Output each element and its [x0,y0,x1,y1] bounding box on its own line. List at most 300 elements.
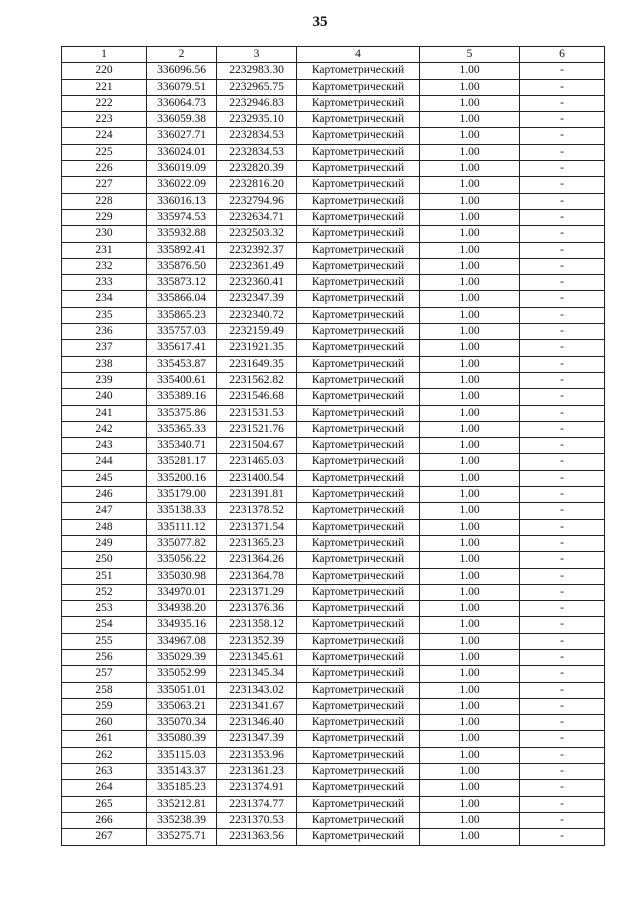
note-cell: - [520,731,605,747]
note-cell: - [520,79,605,95]
note-cell: - [520,829,605,845]
y-coordinate-cell: 2232361.49 [217,258,297,274]
method-cell: Картометрический [297,95,420,111]
point-number-cell: 256 [62,649,147,665]
x-coordinate-cell: 335029.39 [147,649,217,665]
point-number-cell: 220 [62,63,147,79]
x-coordinate-cell: 335275.71 [147,829,217,845]
method-cell: Картометрический [297,649,420,665]
note-cell: - [520,356,605,372]
table-row [62,633,605,649]
note-cell: - [520,242,605,258]
table-row [62,112,605,128]
note-cell: - [520,258,605,274]
method-cell: Картометрический [297,193,420,209]
y-coordinate-cell: 2231364.78 [217,568,297,584]
method-cell: Картометрический [297,633,420,649]
y-coordinate-cell: 2231345.34 [217,666,297,682]
method-cell: Картометрический [297,698,420,714]
point-number-cell: 264 [62,780,147,796]
table-row [62,731,605,747]
y-coordinate-cell: 2232794.96 [217,193,297,209]
note-cell: - [520,487,605,503]
method-cell: Картометрический [297,421,420,437]
point-number-cell: 239 [62,372,147,388]
y-coordinate-cell: 2231378.52 [217,503,297,519]
accuracy-cell: 1.00 [420,487,520,503]
point-number-cell: 242 [62,421,147,437]
y-coordinate-cell: 2232935.10 [217,112,297,128]
x-coordinate-cell: 335876.50 [147,258,217,274]
table-row [62,438,605,454]
page-number: 35 [312,14,328,30]
table-row [62,568,605,584]
y-coordinate-cell: 2232159.49 [217,324,297,340]
table-row [62,715,605,731]
point-number-cell: 265 [62,796,147,812]
note-cell: - [520,698,605,714]
accuracy-cell: 1.00 [420,584,520,600]
accuracy-cell: 1.00 [420,79,520,95]
table-row [62,747,605,763]
method-cell: Картометрический [297,764,420,780]
method-cell: Картометрический [297,519,420,535]
x-coordinate-cell: 336019.09 [147,161,217,177]
y-coordinate-cell: 2231562.82 [217,372,297,388]
y-coordinate-cell: 2232834.53 [217,128,297,144]
table-row [62,226,605,242]
table-row [62,128,605,144]
point-number-cell: 249 [62,535,147,551]
x-coordinate-cell: 335143.37 [147,764,217,780]
table-row [62,454,605,470]
x-coordinate-cell: 335281.17 [147,454,217,470]
y-coordinate-cell: 2231347.39 [217,731,297,747]
table-row [62,389,605,405]
method-cell: Картометрический [297,568,420,584]
method-cell: Картометрический [297,812,420,828]
accuracy-cell: 1.00 [420,63,520,79]
accuracy-cell: 1.00 [420,601,520,617]
point-number-cell: 253 [62,601,147,617]
method-cell: Картометрический [297,829,420,845]
point-number-cell: 260 [62,715,147,731]
column-header: 2 [147,47,217,63]
table-row [62,698,605,714]
accuracy-cell: 1.00 [420,829,520,845]
table-row [62,535,605,551]
table-row [62,421,605,437]
table-row [62,584,605,600]
x-coordinate-cell: 335200.16 [147,470,217,486]
table-row [62,519,605,535]
x-coordinate-cell: 335056.22 [147,552,217,568]
point-number-cell: 247 [62,503,147,519]
point-number-cell: 228 [62,193,147,209]
point-number-cell: 236 [62,324,147,340]
y-coordinate-cell: 2231352.39 [217,633,297,649]
note-cell: - [520,95,605,111]
accuracy-cell: 1.00 [420,307,520,323]
y-coordinate-cell: 2231353.96 [217,747,297,763]
y-coordinate-cell: 2231531.53 [217,405,297,421]
note-cell: - [520,291,605,307]
note-cell: - [520,633,605,649]
point-number-cell: 257 [62,666,147,682]
column-header: 5 [420,47,520,63]
method-cell: Картометрический [297,584,420,600]
x-coordinate-cell: 335179.00 [147,487,217,503]
x-coordinate-cell: 336024.01 [147,144,217,160]
x-coordinate-cell: 336079.51 [147,79,217,95]
method-cell: Картометрический [297,470,420,486]
x-coordinate-cell: 335138.33 [147,503,217,519]
table-row [62,552,605,568]
point-number-cell: 223 [62,112,147,128]
method-cell: Картометрический [297,796,420,812]
note-cell: - [520,780,605,796]
y-coordinate-cell: 2232983.30 [217,63,297,79]
table-row [62,95,605,111]
accuracy-cell: 1.00 [420,812,520,828]
accuracy-cell: 1.00 [420,258,520,274]
x-coordinate-cell: 335111.12 [147,519,217,535]
method-cell: Картометрический [297,161,420,177]
method-cell: Картометрический [297,405,420,421]
table-header-row [62,47,605,63]
table-row [62,812,605,828]
y-coordinate-cell: 2231649.35 [217,356,297,372]
point-number-cell: 255 [62,633,147,649]
x-coordinate-cell: 335365.33 [147,421,217,437]
method-cell: Картометрический [297,666,420,682]
note-cell: - [520,649,605,665]
accuracy-cell: 1.00 [420,796,520,812]
point-number-cell: 227 [62,177,147,193]
point-number-cell: 226 [62,161,147,177]
y-coordinate-cell: 2232392.37 [217,242,297,258]
y-coordinate-cell: 2232503.32 [217,226,297,242]
method-cell: Картометрический [297,617,420,633]
y-coordinate-cell: 2231365.23 [217,535,297,551]
y-coordinate-cell: 2231546.68 [217,389,297,405]
note-cell: - [520,552,605,568]
method-cell: Картометрический [297,780,420,796]
method-cell: Картометрический [297,747,420,763]
accuracy-cell: 1.00 [420,535,520,551]
x-coordinate-cell: 335873.12 [147,275,217,291]
column-header: 4 [297,47,420,63]
accuracy-cell: 1.00 [420,128,520,144]
table-row [62,177,605,193]
point-number-cell: 241 [62,405,147,421]
method-cell: Картометрический [297,682,420,698]
table-row [62,291,605,307]
y-coordinate-cell: 2231374.91 [217,780,297,796]
y-coordinate-cell: 2232634.71 [217,209,297,225]
method-cell: Картометрический [297,372,420,388]
y-coordinate-cell: 2231391.81 [217,487,297,503]
column-header: 1 [62,47,147,63]
point-number-cell: 232 [62,258,147,274]
method-cell: Картометрический [297,258,420,274]
y-coordinate-cell: 2231346.40 [217,715,297,731]
method-cell: Картометрический [297,112,420,128]
x-coordinate-cell: 335865.23 [147,307,217,323]
note-cell: - [520,177,605,193]
table-row [62,242,605,258]
point-number-cell: 243 [62,438,147,454]
method-cell: Картометрический [297,324,420,340]
point-number-cell: 262 [62,747,147,763]
note-cell: - [520,503,605,519]
x-coordinate-cell: 335866.04 [147,291,217,307]
x-coordinate-cell: 335063.21 [147,698,217,714]
method-cell: Картометрический [297,63,420,79]
note-cell: - [520,747,605,763]
accuracy-cell: 1.00 [420,177,520,193]
table-row [62,601,605,617]
accuracy-cell: 1.00 [420,731,520,747]
note-cell: - [520,128,605,144]
method-cell: Картометрический [297,128,420,144]
point-number-cell: 246 [62,487,147,503]
table-row [62,258,605,274]
x-coordinate-cell: 335052.99 [147,666,217,682]
method-cell: Картометрический [297,177,420,193]
table-row [62,764,605,780]
y-coordinate-cell: 2231371.29 [217,584,297,600]
x-coordinate-cell: 335757.03 [147,324,217,340]
x-coordinate-cell: 336016.13 [147,193,217,209]
table-row [62,503,605,519]
table-row [62,829,605,845]
point-number-cell: 244 [62,454,147,470]
x-coordinate-cell: 335617.41 [147,340,217,356]
table-row [62,372,605,388]
x-coordinate-cell: 336096.56 [147,63,217,79]
x-coordinate-cell: 335238.39 [147,812,217,828]
accuracy-cell: 1.00 [420,275,520,291]
method-cell: Картометрический [297,731,420,747]
accuracy-cell: 1.00 [420,372,520,388]
y-coordinate-cell: 2231364.26 [217,552,297,568]
note-cell: - [520,812,605,828]
x-coordinate-cell: 334970.01 [147,584,217,600]
method-cell: Картометрический [297,340,420,356]
y-coordinate-cell: 2232946.83 [217,95,297,111]
x-coordinate-cell: 335070.34 [147,715,217,731]
x-coordinate-cell: 335185.23 [147,780,217,796]
note-cell: - [520,112,605,128]
x-coordinate-cell: 335051.01 [147,682,217,698]
method-cell: Картометрический [297,226,420,242]
note-cell: - [520,372,605,388]
table-row [62,161,605,177]
point-number-cell: 238 [62,356,147,372]
accuracy-cell: 1.00 [420,454,520,470]
table-row [62,209,605,225]
x-coordinate-cell: 335892.41 [147,242,217,258]
method-cell: Картометрический [297,356,420,372]
y-coordinate-cell: 2231358.12 [217,617,297,633]
accuracy-cell: 1.00 [420,340,520,356]
accuracy-cell: 1.00 [420,405,520,421]
column-header: 6 [520,47,605,63]
table-row [62,79,605,95]
point-number-cell: 237 [62,340,147,356]
note-cell: - [520,438,605,454]
method-cell: Картометрический [297,454,420,470]
x-coordinate-cell: 335115.03 [147,747,217,763]
accuracy-cell: 1.00 [420,519,520,535]
accuracy-cell: 1.00 [420,389,520,405]
method-cell: Картометрический [297,307,420,323]
table-row [62,649,605,665]
accuracy-cell: 1.00 [420,144,520,160]
method-cell: Картометрический [297,389,420,405]
point-number-cell: 231 [62,242,147,258]
method-cell: Картометрический [297,487,420,503]
point-number-cell: 225 [62,144,147,160]
point-number-cell: 259 [62,698,147,714]
table-row [62,780,605,796]
table-row [62,487,605,503]
table-body [62,63,605,845]
y-coordinate-cell: 2232816.20 [217,177,297,193]
note-cell: - [520,421,605,437]
point-number-cell: 245 [62,470,147,486]
point-number-cell: 233 [62,275,147,291]
y-coordinate-cell: 2231343.02 [217,682,297,698]
method-cell: Картометрический [297,535,420,551]
table-row [62,144,605,160]
accuracy-cell: 1.00 [420,747,520,763]
x-coordinate-cell: 335080.39 [147,731,217,747]
note-cell: - [520,764,605,780]
accuracy-cell: 1.00 [420,438,520,454]
accuracy-cell: 1.00 [420,95,520,111]
y-coordinate-cell: 2231921.35 [217,340,297,356]
y-coordinate-cell: 2231370.53 [217,812,297,828]
y-coordinate-cell: 2231400.54 [217,470,297,486]
table-row [62,275,605,291]
x-coordinate-cell: 335974.53 [147,209,217,225]
x-coordinate-cell: 335030.98 [147,568,217,584]
x-coordinate-cell: 335077.82 [147,535,217,551]
y-coordinate-cell: 2231363.56 [217,829,297,845]
point-number-cell: 221 [62,79,147,95]
note-cell: - [520,307,605,323]
note-cell: - [520,601,605,617]
point-number-cell: 229 [62,209,147,225]
x-coordinate-cell: 335212.81 [147,796,217,812]
table-row [62,796,605,812]
table-row [62,324,605,340]
y-coordinate-cell: 2231341.67 [217,698,297,714]
x-coordinate-cell: 335932.88 [147,226,217,242]
accuracy-cell: 1.00 [420,698,520,714]
point-number-cell: 230 [62,226,147,242]
y-coordinate-cell: 2232834.53 [217,144,297,160]
accuracy-cell: 1.00 [420,764,520,780]
accuracy-cell: 1.00 [420,291,520,307]
coordinates-table [61,46,605,846]
x-coordinate-cell: 335389.16 [147,389,217,405]
y-coordinate-cell: 2231521.76 [217,421,297,437]
point-number-cell: 258 [62,682,147,698]
x-coordinate-cell: 335400.61 [147,372,217,388]
y-coordinate-cell: 2231376.36 [217,601,297,617]
note-cell: - [520,209,605,225]
point-number-cell: 235 [62,307,147,323]
note-cell: - [520,519,605,535]
y-coordinate-cell: 2232820.39 [217,161,297,177]
accuracy-cell: 1.00 [420,552,520,568]
note-cell: - [520,682,605,698]
y-coordinate-cell: 2231504.67 [217,438,297,454]
point-number-cell: 250 [62,552,147,568]
method-cell: Картометрический [297,552,420,568]
note-cell: - [520,796,605,812]
y-coordinate-cell: 2232347.39 [217,291,297,307]
y-coordinate-cell: 2231371.54 [217,519,297,535]
note-cell: - [520,584,605,600]
note-cell: - [520,193,605,209]
accuracy-cell: 1.00 [420,226,520,242]
point-number-cell: 224 [62,128,147,144]
y-coordinate-cell: 2231374.77 [217,796,297,812]
accuracy-cell: 1.00 [420,649,520,665]
note-cell: - [520,63,605,79]
x-coordinate-cell: 336027.71 [147,128,217,144]
y-coordinate-cell: 2232340.72 [217,307,297,323]
point-number-cell: 266 [62,812,147,828]
x-coordinate-cell: 334967.08 [147,633,217,649]
method-cell: Картометрический [297,209,420,225]
point-number-cell: 261 [62,731,147,747]
table-row [62,63,605,79]
accuracy-cell: 1.00 [420,470,520,486]
note-cell: - [520,470,605,486]
x-coordinate-cell: 335375.86 [147,405,217,421]
table-row [62,193,605,209]
x-coordinate-cell: 336064.73 [147,95,217,111]
x-coordinate-cell: 336059.38 [147,112,217,128]
method-cell: Картометрический [297,275,420,291]
note-cell: - [520,226,605,242]
note-cell: - [520,389,605,405]
note-cell: - [520,405,605,421]
point-number-cell: 267 [62,829,147,845]
method-cell: Картометрический [297,715,420,731]
method-cell: Картометрический [297,144,420,160]
column-header: 3 [217,47,297,63]
method-cell: Картометрический [297,79,420,95]
x-coordinate-cell: 336022.09 [147,177,217,193]
accuracy-cell: 1.00 [420,666,520,682]
method-cell: Картометрический [297,438,420,454]
table-row [62,405,605,421]
accuracy-cell: 1.00 [420,780,520,796]
accuracy-cell: 1.00 [420,193,520,209]
table-row [62,470,605,486]
table-row [62,617,605,633]
table-row [62,356,605,372]
table-row [62,307,605,323]
table-row [62,682,605,698]
accuracy-cell: 1.00 [420,112,520,128]
